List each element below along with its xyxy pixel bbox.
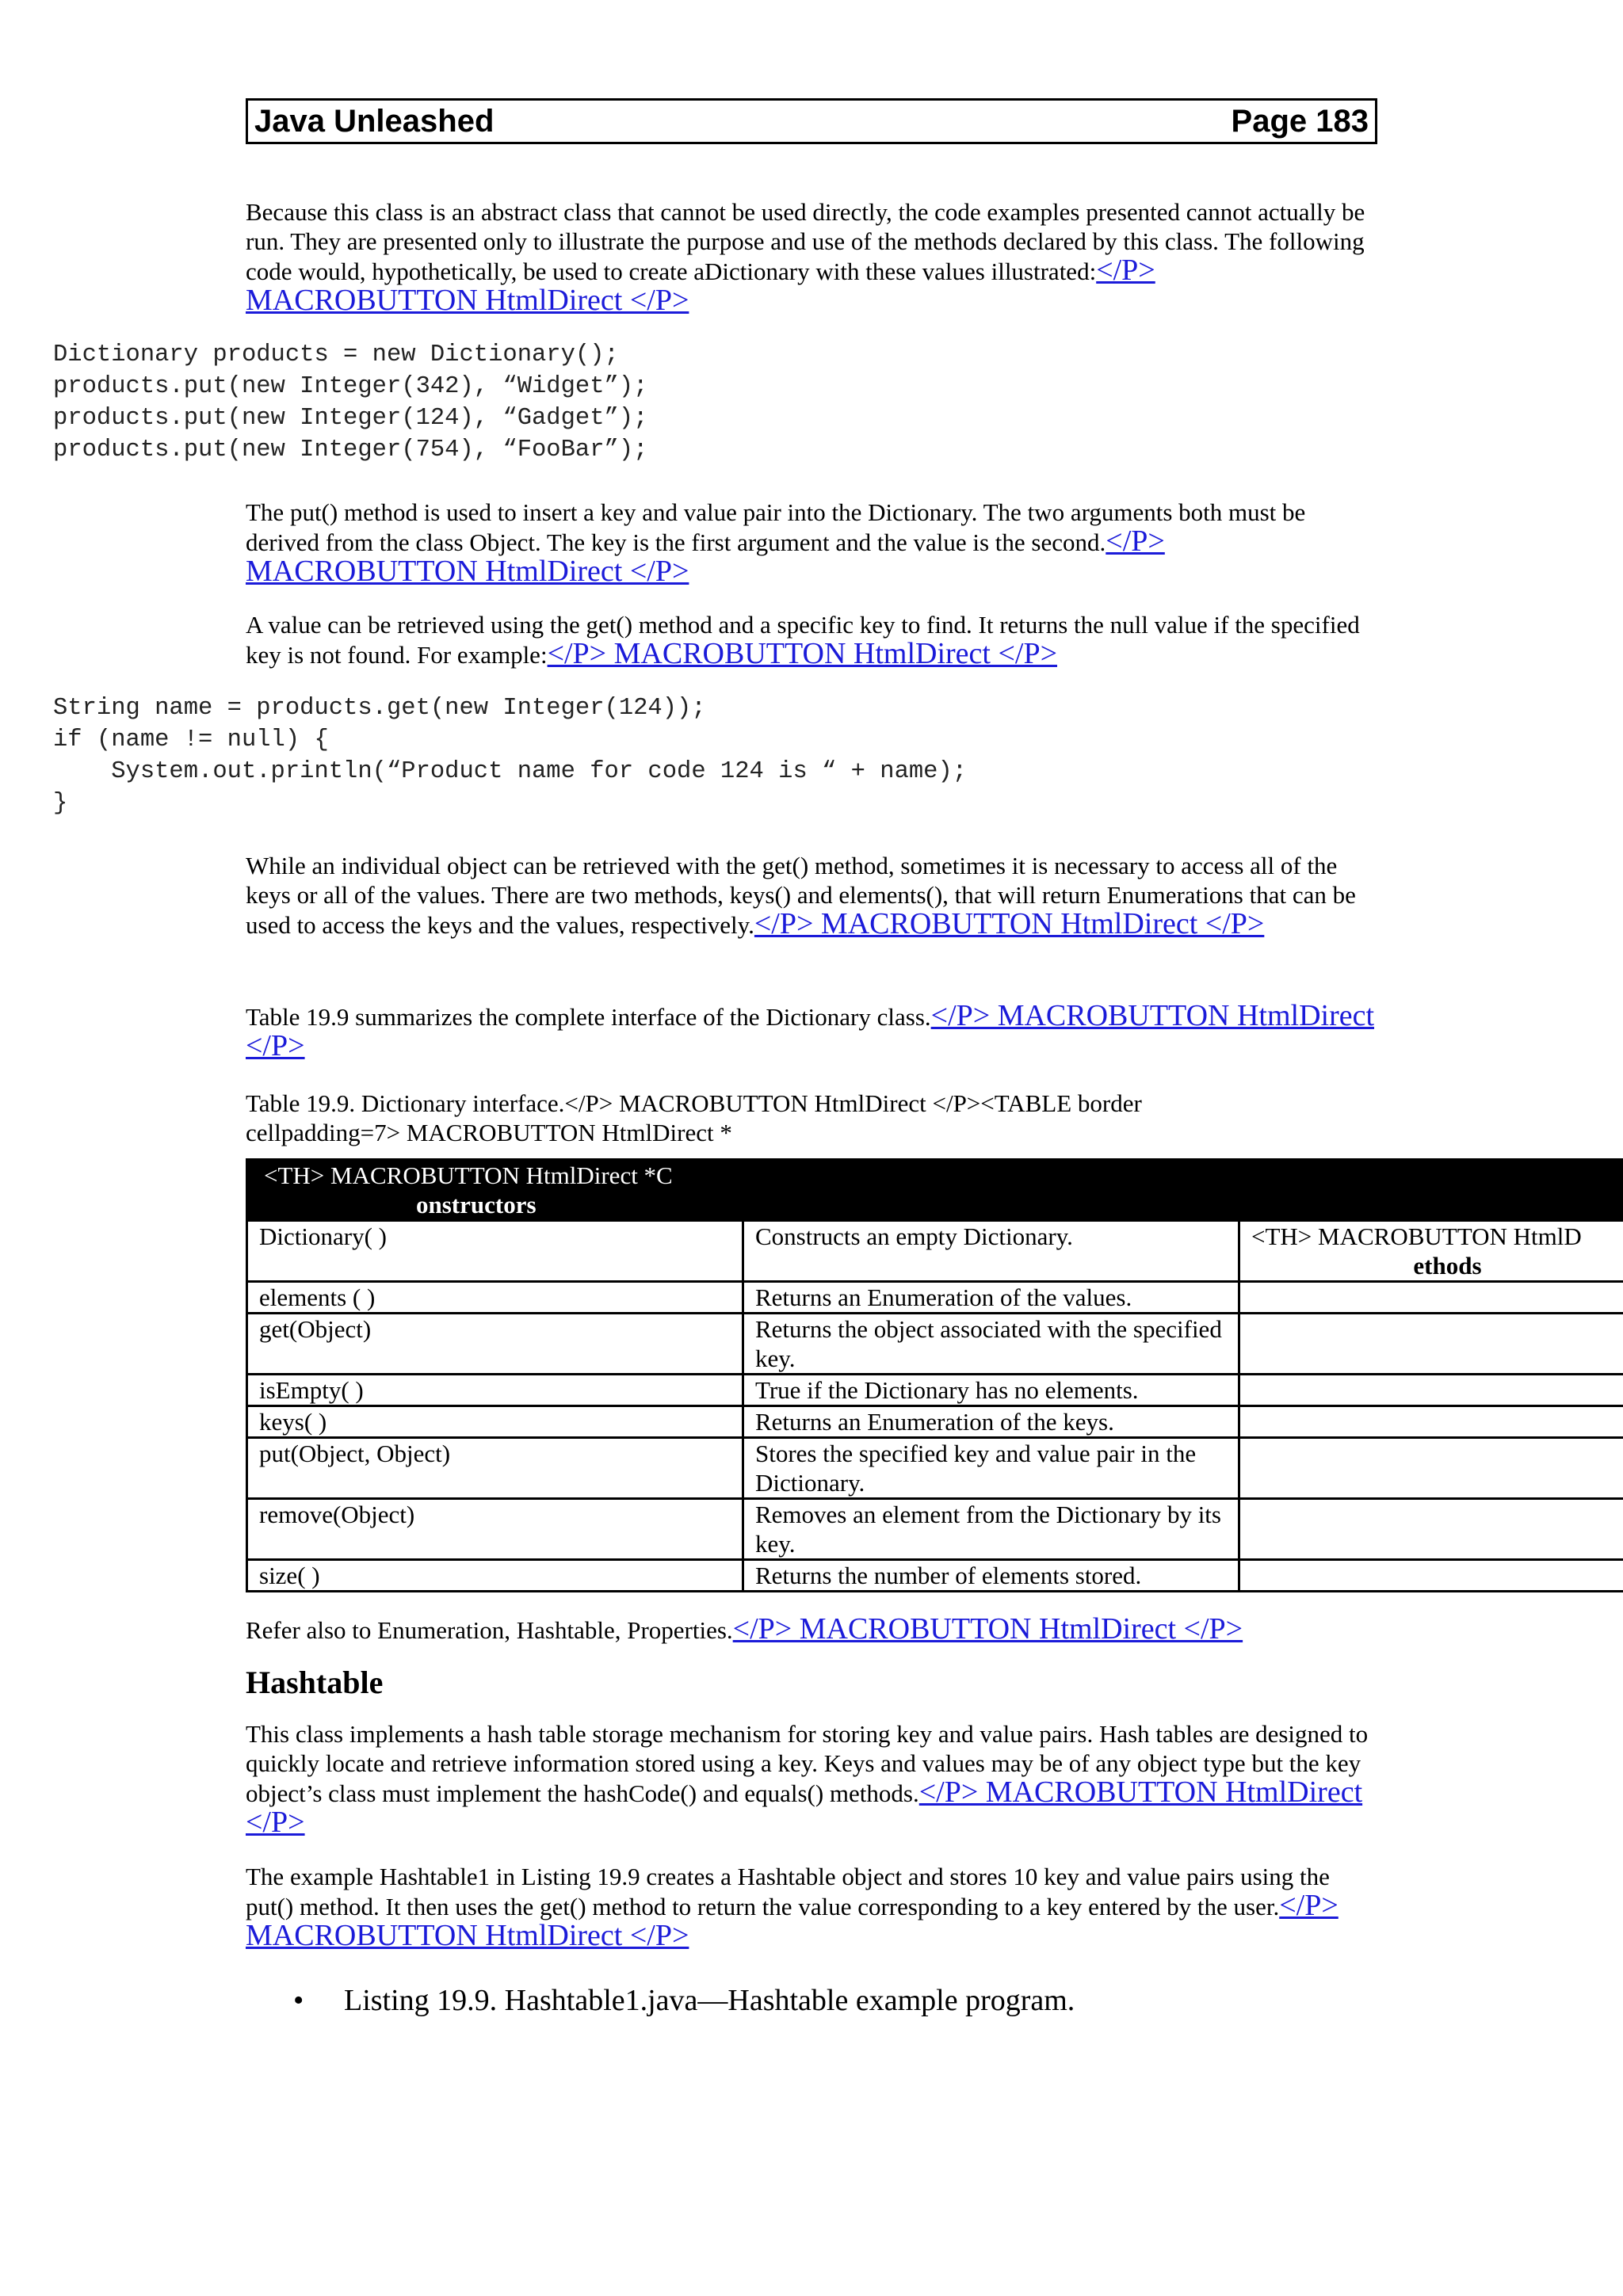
dictionary-interface-table xyxy=(246,1158,1623,1592)
book-title: Java Unleashed xyxy=(254,104,495,139)
header-line-2: onstructors xyxy=(416,1191,537,1219)
table-row xyxy=(247,1560,1623,1592)
table-row xyxy=(247,1375,1623,1406)
paragraph-hashtable-example xyxy=(246,1862,1377,1951)
paragraph-table-intro xyxy=(246,1001,1377,1062)
methods-column-cell xyxy=(1239,1438,1623,1499)
macrobutton-link[interactable]: </P> MACROBUTTON HtmlDirect </P> xyxy=(732,1612,1243,1646)
macrobutton-link[interactable]: </P> MACROBUTTON HtmlDirect </P> xyxy=(547,637,1058,670)
table-row xyxy=(247,1499,1623,1560)
caption-line-2: cellpadding=7> MACROBUTTON HtmlDirect * xyxy=(246,1119,732,1146)
table-row xyxy=(247,1314,1623,1375)
paragraph-hashtable xyxy=(246,1719,1377,1838)
table-row xyxy=(247,1221,1623,1282)
code-block-dictionary: Dictionary products = new Dictionary(); products.put(new Integer(342), “Widget”); products.put(new Integer(124), “Gadget”); products.put(new Integer(754), “FooBar”); xyxy=(53,341,648,463)
method-description-cell: Stores the specified key and value pair in the Dictionary. xyxy=(743,1438,1239,1499)
macrobutton-link[interactable]: </P> MACROBUTTON HtmlDirect </P> xyxy=(246,1775,1363,1839)
bullet-icon: • xyxy=(293,1984,304,2017)
method-description-cell: Removes an element from the Dictionary by its key. xyxy=(743,1499,1239,1560)
paragraph-text: The put() method is used to insert a key and value pair into the Dictionary. The two arguments both must be derived from the class Object. The key is the first argument and the value is the second. xyxy=(246,498,1306,556)
table-header-row xyxy=(247,1160,1623,1221)
method-description-cell: Constructs an empty Dictionary. xyxy=(743,1221,1239,1282)
macrobutton-link[interactable]: </P> MACROBUTTON HtmlDirect </P> xyxy=(246,999,1375,1062)
method-name-cell: put(Object, Object) xyxy=(247,1438,743,1499)
methods-column-cell xyxy=(1239,1560,1623,1592)
method-name-cell: remove(Object) xyxy=(247,1499,743,1560)
methods-column-cell xyxy=(1239,1282,1623,1314)
table-row xyxy=(247,1282,1623,1314)
method-description-cell: Returns an Enumeration of the values. xyxy=(743,1282,1239,1314)
methods-column-cell xyxy=(1239,1314,1623,1375)
method-description-cell: Returns the number of elements stored. xyxy=(743,1560,1239,1592)
table-row xyxy=(247,1438,1623,1499)
method-name-cell: elements ( ) xyxy=(247,1282,743,1314)
method-name-cell: get(Object) xyxy=(247,1314,743,1375)
method-name-cell: Dictionary( ) xyxy=(247,1221,743,1282)
section-heading-hashtable: Hashtable xyxy=(246,1665,384,1700)
methods-column-cell xyxy=(1239,1221,1623,1282)
methods-column-cell xyxy=(1239,1375,1623,1406)
paragraph-text: A value can be retrieved using the get() method and a specific key to find. It returns the null value if the specified key is not found. For example: xyxy=(246,611,1360,669)
macrobutton-link[interactable]: </P> MACROBUTTON HtmlDirect </P> xyxy=(754,907,1265,940)
paragraph-text: The example Hashtable1 in Listing 19.9 creates a Hashtable object and stores 10 key and value pairs using the put() method. It then uses the get() method to return the value corresponding to a key entered by the user. xyxy=(246,1863,1330,1920)
macrobutton-link[interactable]: </P> MACROBUTTON HtmlDirect </P> xyxy=(246,524,1165,588)
method-name-cell: size( ) xyxy=(247,1560,743,1592)
table-row xyxy=(247,1406,1623,1438)
paragraph-get xyxy=(246,610,1377,669)
listing-title: Listing 19.9. Hashtable1.java—Hashtable example program. xyxy=(344,1984,1075,2017)
method-description-cell: True if the Dictionary has no elements. xyxy=(743,1375,1239,1406)
method-name-cell: isEmpty( ) xyxy=(247,1375,743,1406)
header-line-1: <TH> MACROBUTTON HtmlDirect *C xyxy=(264,1161,673,1189)
paragraph-text: This class implements a hash table storage mechanism for storing key and value pairs. Hash tables are designed to quickly locate and retrieve information stored using a key. Keys and values may be of any object type but the key object’s class must implement the hashCode() and equals() methods. xyxy=(246,1720,1369,1807)
caption-line-1: Table 19.9. Dictionary interface.</P> MACROBUTTON HtmlDirect </P><TABLE border xyxy=(246,1089,1142,1117)
code-block-get: String name = products.get(new Integer(124)); if (name != null) { System.out.println(“Product name for code 124 is “ + name); } xyxy=(53,695,968,817)
methods-header-line-1: <TH> MACROBUTTON HtmlD xyxy=(1251,1222,1582,1250)
method-description-cell: Returns the object associated with the specified key. xyxy=(743,1314,1239,1375)
method-description-cell: Returns an Enumeration of the keys. xyxy=(743,1406,1239,1438)
method-name-cell: keys( ) xyxy=(247,1406,743,1438)
macrobutton-link[interactable]: </P> MACROBUTTON HtmlDirect </P> xyxy=(246,1889,1338,1952)
page-header xyxy=(246,98,1377,144)
methods-column-cell xyxy=(1239,1499,1623,1560)
methods-column-cell xyxy=(1239,1406,1623,1438)
table-caption xyxy=(246,1089,1355,1147)
paragraph-text: Because this class is an abstract class that cannot be used directly, the code examples presented cannot actually be run. They are presented only to illustrate the purpose and use of the methods declared by this class. The following code would, hypothetically, be used to create aDictionary with these values illustrated: xyxy=(246,198,1365,285)
page-number: Page 183 xyxy=(1231,104,1369,139)
macrobutton-link[interactable]: </P> MACROBUTTON HtmlDirect </P> xyxy=(246,254,1155,317)
paragraph-keys-elements xyxy=(246,851,1377,940)
paragraph-text: While an individual object can be retrieved with the get() method, sometimes it is necessary to access all of the keys or all of the values. There are two methods, keys() and elements(), that will return Enumerations that can be used to access the keys and the values, respectively. xyxy=(246,852,1356,939)
paragraph-intro xyxy=(246,197,1377,316)
paragraph-put xyxy=(246,498,1377,587)
paragraph-refer-also xyxy=(246,1612,1377,1646)
paragraph-text: Refer also to Enumeration, Hashtable, Properties. xyxy=(246,1616,733,1644)
constructors-header xyxy=(247,1160,1623,1221)
methods-header-line-2: ethods xyxy=(1413,1252,1482,1280)
paragraph-text: Table 19.9 summarizes the complete interface of the Dictionary class. xyxy=(246,1003,931,1031)
